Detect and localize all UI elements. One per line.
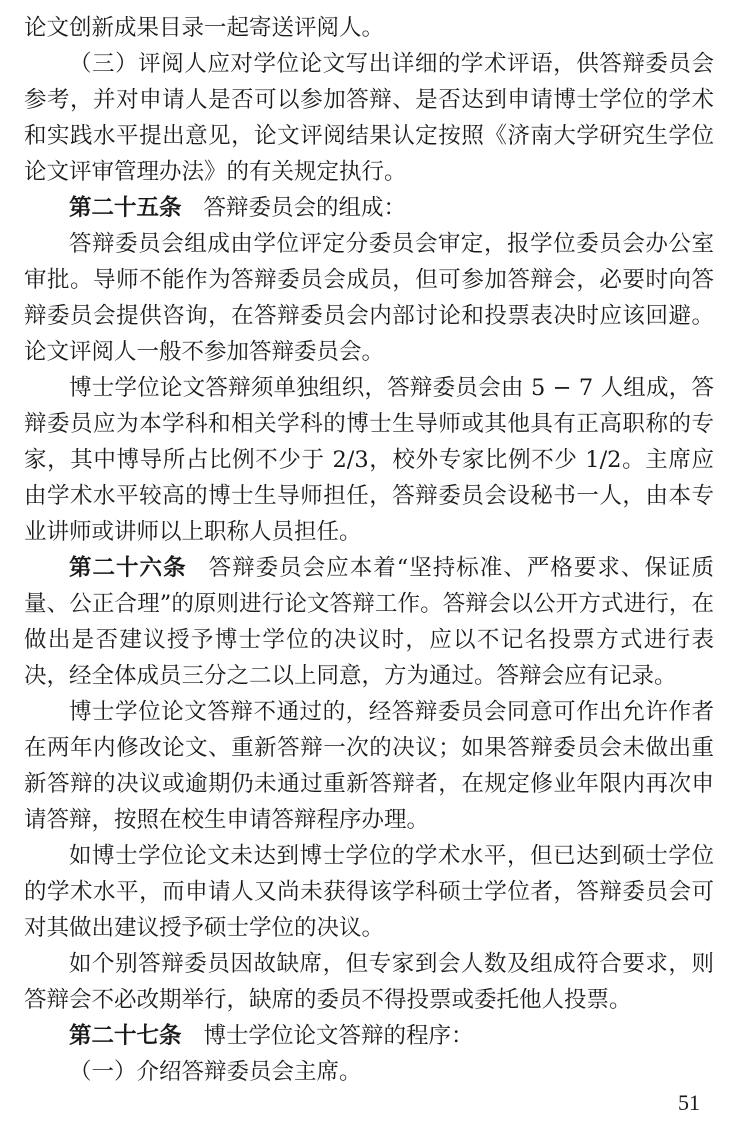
article-number: 第二十七条 (69, 1023, 182, 1049)
paragraph-committee-members: 博士学位论文答辩须单独组织，答辩委员会由 5 − 7 人组成，答辩委员应为本学科和相关学科的博士生导师或其他具有正高职称的专家，其中博导所占比例不少于 2/3，校外专家比例不少 1/2。主席应由学术水平较高的博士生导师担任，答辩委员会设秘书一人，由本专业讲师或讲师以上职称人员担任。 (24, 375, 714, 545)
paragraph-committee-approval: 答辩委员会组成由学位评定分委员会审定，报学位委员会办公室审批。导师不能作为答辩委员会成员，但可参加答辩会，必要时向答辩委员会提供咨询，在答辩委员会内部讨论和投票表决时应该回避。论文评阅人一般不参加答辩委员会。 (24, 231, 714, 365)
article-text: 答辩委员会应本着“坚持标准、严格要求、保证质量、公正合理”的原则进行论文答辩工作。答辩会以公开方式进行，在做出是否建议授予博士学位的决议时，应以不记名投票方式进行表决，经全体成员三分之二以上同意，方为通过。答辩会应有记录。 (24, 555, 714, 689)
paragraph-reviewer-comments: （三）评阅人应对学位论文写出详细的学术评语，供答辩委员会参考，并对申请人是否可以参加答辩、是否达到申请博士学位的学术和实践水平提出意见，论文评阅结果认定按照《济南大学研究生学位论文评审管理办法》的有关规定执行。 (24, 51, 714, 185)
document-page (24, 10, 714, 1090)
paragraph-absent-members: 如个别答辩委员因故缺席，但专家到会人数及组成符合要求，则答辩会不必改期举行，缺席的委员不得投票或委托他人投票。 (24, 951, 714, 1013)
article-text: 答辩委员会的组成： (203, 195, 407, 221)
article-27-heading (24, 1018, 714, 1054)
article-number: 第二十五条 (69, 195, 182, 221)
paragraph-continuation: 论文创新成果目录一起寄送评阅人。 (24, 15, 385, 41)
article-25-heading (24, 190, 714, 226)
paragraph-master-degree: 如博士学位论文未达到博士学位的学术水平，但已达到硕士学位的学术水平，而申请人又尚未获得该学科硕士学位者，答辩委员会可对其做出建议授予硕士学位的决议。 (24, 843, 714, 941)
paragraph-defense-failed: 博士学位论文答辩不通过的，经答辩委员会同意可作出允许作者在两年内修改论文、重新答辩一次的决议；如果答辩委员会未做出重新答辩的决议或逾期仍未通过重新答辩者，在规定修业年限内再次申请答辩，按照在校生申请答辩程序办理。 (24, 699, 714, 833)
article-number: 第二十六条 (69, 555, 187, 581)
article-26-paragraph (24, 550, 714, 694)
article-text: 博士学位论文答辩的程序： (203, 1023, 474, 1049)
page-number: 51 (678, 1090, 700, 1115)
paragraph-procedure-item-1: （一）介绍答辩委员会主席。 (69, 1059, 362, 1085)
